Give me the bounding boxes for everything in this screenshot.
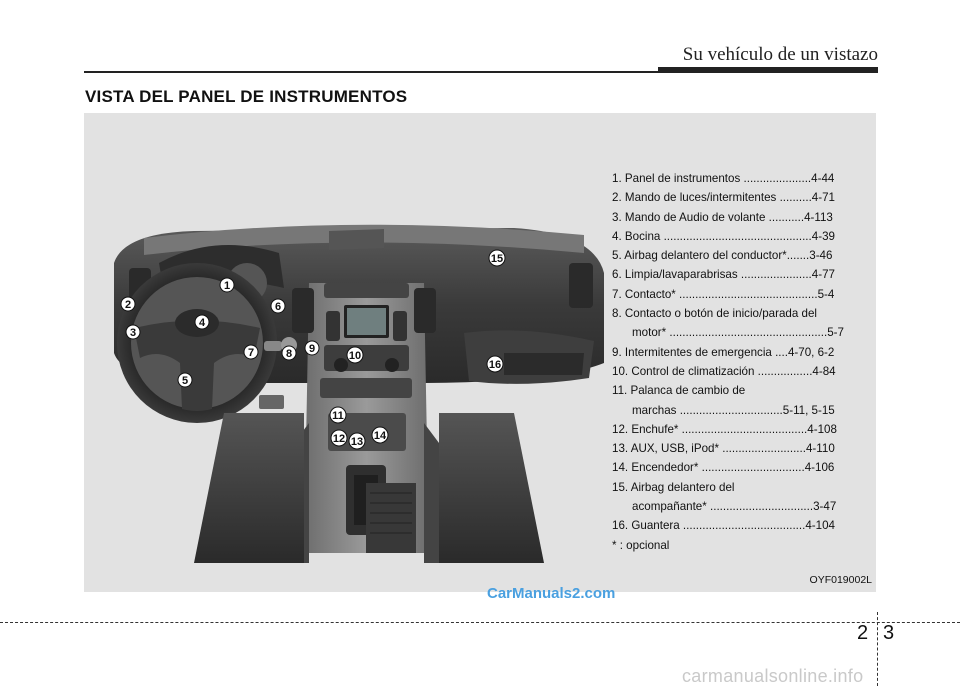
legend-item-number: 5. bbox=[612, 249, 622, 263]
component-legend bbox=[612, 169, 870, 555]
legend-item-leader: .......................... bbox=[719, 442, 806, 456]
legend-item-page-ref: 4-84 bbox=[812, 364, 836, 378]
legend-item bbox=[612, 227, 870, 246]
callout-10 bbox=[347, 347, 363, 363]
svg-text:6: 6 bbox=[274, 301, 282, 313]
header-rule-thick bbox=[658, 67, 878, 73]
legend-item-page-ref: 5-11, 5-15 bbox=[782, 403, 835, 417]
legend-item-number: 14. bbox=[612, 461, 629, 475]
svg-text:7: 7 bbox=[247, 347, 255, 359]
callout-2 bbox=[121, 297, 135, 311]
legend-item-continuation bbox=[612, 497, 870, 516]
legend-note: * : opcional bbox=[612, 538, 670, 552]
callout-7 bbox=[244, 345, 258, 359]
page-number-section: 2 bbox=[857, 622, 869, 644]
callout-6 bbox=[271, 299, 285, 313]
watermark-link[interactable]: CarManuals2.com bbox=[487, 585, 616, 602]
callout-16 bbox=[487, 356, 503, 372]
svg-text:4: 4 bbox=[198, 317, 206, 329]
legend-item-page-ref: 4-70, 6-2 bbox=[787, 345, 835, 359]
legend-item-leader: ...................... bbox=[737, 268, 812, 282]
legend-item-continuation-text: motor* bbox=[632, 326, 667, 340]
running-header: Su vehículo de un vistazo bbox=[682, 44, 878, 65]
legend-item-number: 6. bbox=[612, 268, 622, 282]
legend-item-leader: ....... bbox=[786, 249, 810, 263]
legend-item-number: 16. bbox=[612, 519, 629, 533]
svg-text:11: 11 bbox=[332, 410, 344, 422]
legend-item-label: Panel de instrumentos bbox=[624, 172, 741, 185]
legend-item-number: 2. bbox=[612, 191, 622, 205]
legend-item-leader: ..................... bbox=[740, 172, 812, 185]
callout-9 bbox=[305, 341, 319, 355]
legend-item-page-ref: 4-113 bbox=[804, 210, 833, 224]
legend-item-number: 13. bbox=[612, 442, 629, 456]
legend-item-continuation bbox=[612, 401, 870, 420]
legend-item-number: 15. bbox=[612, 480, 629, 494]
legend-item-number: 7. bbox=[612, 287, 622, 301]
legend-item-label: Control de climatización bbox=[631, 364, 755, 378]
legend-item-label: Contacto o botón de inicio/parada del bbox=[624, 307, 817, 321]
legend-item bbox=[612, 188, 870, 207]
bottom-watermark: carmanualsonline.info bbox=[682, 666, 864, 686]
legend-item-label: Encendedor* bbox=[631, 461, 699, 475]
legend-item-leader: .......... bbox=[776, 191, 812, 205]
page-number-page: 3 bbox=[883, 622, 895, 644]
legend-item-page-ref: 3-46 bbox=[809, 249, 833, 263]
legend-item-leader: ...................................... bbox=[679, 519, 806, 533]
legend-item-leader: ................. bbox=[754, 364, 813, 378]
legend-item-leader: ................................................. bbox=[666, 326, 828, 340]
legend-item-page-ref: 4-44 bbox=[811, 172, 835, 185]
legend-item-number: 3. bbox=[612, 210, 622, 224]
legend-item bbox=[612, 381, 870, 420]
callout-3 bbox=[126, 325, 140, 339]
svg-text:9: 9 bbox=[308, 343, 316, 355]
legend-item-label: Intermitentes de emergencia bbox=[624, 345, 772, 359]
legend-item bbox=[612, 285, 870, 304]
legend-item-page-ref: 4-106 bbox=[804, 461, 835, 475]
legend-item-number: 9. bbox=[612, 345, 622, 359]
callout-13 bbox=[349, 433, 365, 449]
legend-item-leader: ................................ bbox=[706, 500, 814, 514]
legend-item-number: 1. bbox=[612, 172, 622, 185]
legend-item bbox=[612, 362, 870, 381]
callout-15 bbox=[489, 250, 505, 266]
legend-item bbox=[612, 420, 870, 439]
legend-item-leader: .............................................. bbox=[660, 229, 812, 243]
legend-item-page-ref: 5-4 bbox=[817, 287, 835, 301]
legend-item-leader: ................................ bbox=[676, 403, 783, 417]
legend-item-leader: ....................................... bbox=[678, 422, 808, 436]
legend-item bbox=[612, 478, 870, 517]
legend-item-leader: ................................ bbox=[698, 461, 805, 475]
legend-item bbox=[612, 304, 870, 343]
legend-item bbox=[612, 208, 870, 227]
svg-text:1: 1 bbox=[223, 280, 231, 292]
legend-item-page-ref: 4-39 bbox=[811, 229, 835, 243]
svg-text:10: 10 bbox=[348, 350, 362, 362]
figure-panel bbox=[84, 113, 876, 592]
svg-text:3: 3 bbox=[129, 327, 137, 339]
callout-8 bbox=[282, 346, 296, 360]
legend-item-label: Guantera bbox=[631, 519, 680, 533]
legend-item-continuation-text: marchas bbox=[632, 403, 677, 417]
legend-item-label: Airbag delantero del conductor* bbox=[624, 249, 787, 263]
legend-item bbox=[612, 516, 870, 535]
section-title: VISTA DEL PANEL DE INSTRUMENTOS bbox=[85, 87, 408, 106]
footer-rule bbox=[0, 622, 960, 623]
legend-item-leader: .... bbox=[771, 345, 788, 359]
legend-item bbox=[612, 439, 870, 458]
legend-item-label: Mando de luces/intermitentes bbox=[624, 191, 777, 205]
svg-text:13: 13 bbox=[350, 436, 364, 448]
svg-text:2: 2 bbox=[124, 299, 132, 311]
callout-14 bbox=[372, 427, 388, 443]
legend-item-page-ref: 4-77 bbox=[811, 268, 835, 282]
callout-11 bbox=[330, 407, 346, 423]
callout-12 bbox=[331, 430, 347, 446]
legend-item-page-ref: 4-110 bbox=[805, 442, 835, 456]
legend-item-page-ref: 5-7 bbox=[827, 326, 844, 340]
page-separator bbox=[877, 612, 878, 686]
legend-item bbox=[612, 458, 870, 477]
legend-item-label: Mando de Audio de volante bbox=[624, 210, 766, 224]
legend-item-label: Enchufe* bbox=[631, 422, 679, 436]
svg-text:16: 16 bbox=[488, 359, 502, 371]
legend-item-label: Contacto* bbox=[624, 287, 676, 301]
header-rule-thin bbox=[84, 71, 658, 73]
svg-text:8: 8 bbox=[285, 348, 293, 360]
legend-item-page-ref: 4-108 bbox=[807, 422, 837, 436]
legend-item bbox=[612, 246, 870, 265]
legend-item-continuation bbox=[612, 323, 870, 342]
legend-item-number: 12. bbox=[612, 422, 629, 436]
legend-item-leader: ........... bbox=[765, 210, 805, 224]
callout-layer bbox=[84, 113, 614, 592]
legend-item-page-ref: 3-47 bbox=[813, 500, 837, 514]
svg-text:15: 15 bbox=[490, 253, 504, 265]
legend-item-number: 4. bbox=[612, 229, 622, 243]
legend-item bbox=[612, 265, 870, 284]
legend-item-leader: ........................................... bbox=[675, 287, 818, 301]
legend-item-number: 10. bbox=[612, 364, 629, 378]
figure-code: OYF019002L bbox=[809, 574, 872, 586]
legend-item-page-ref: 4-104 bbox=[805, 519, 835, 533]
legend-item-number: 11. bbox=[612, 384, 628, 398]
legend-item-label: AUX, USB, iPod* bbox=[630, 442, 719, 456]
legend-item-label: Airbag delantero del bbox=[630, 480, 735, 494]
svg-text:14: 14 bbox=[373, 430, 387, 442]
legend-item-number: 8. bbox=[612, 307, 622, 321]
legend-item bbox=[612, 169, 870, 188]
legend-item bbox=[612, 343, 870, 362]
legend-item-label: Bocina bbox=[624, 229, 661, 243]
legend-item-label: Limpia/lavaparabrisas bbox=[624, 268, 738, 282]
callout-5 bbox=[178, 373, 192, 387]
callout-1 bbox=[220, 278, 234, 292]
svg-text:12: 12 bbox=[332, 433, 346, 445]
legend-item-page-ref: 4-71 bbox=[811, 191, 836, 205]
svg-text:5: 5 bbox=[181, 375, 189, 387]
legend-item-label: Palanca de cambio de bbox=[630, 384, 746, 398]
callout-4 bbox=[195, 315, 209, 329]
legend-item-continuation-text: acompañante* bbox=[632, 500, 707, 514]
